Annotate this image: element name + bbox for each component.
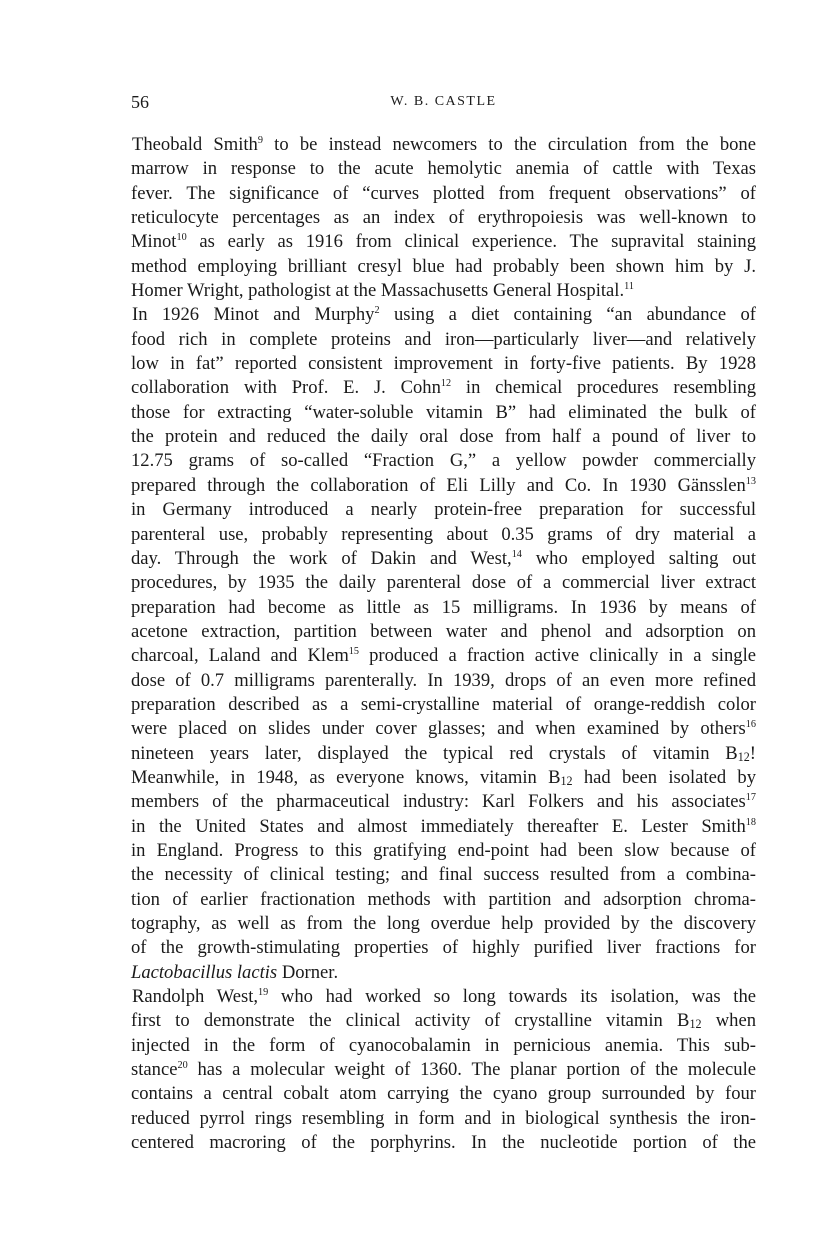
- text-line: [131, 182, 756, 206]
- text-run: using a diet containing “an abundance of: [379, 304, 756, 326]
- text-line: [131, 376, 756, 400]
- text-line: [131, 790, 756, 814]
- footnote-ref: 2: [374, 305, 380, 317]
- text-line: [131, 425, 756, 449]
- text-line: [131, 669, 756, 693]
- text-line: [131, 206, 756, 230]
- text-run: tion of earlier fractionation methods with partition and adsorption chroma-: [131, 888, 756, 910]
- subscript: 12: [560, 773, 573, 788]
- text-run: preparation described as a semi-crystalline material of orange-reddish color: [131, 693, 756, 715]
- running-head: W. B. CASTLE: [390, 94, 497, 109]
- text-line: [131, 912, 756, 936]
- page-number: 56: [131, 92, 149, 112]
- text-line: [131, 717, 756, 741]
- text-line: [131, 498, 756, 522]
- text-run: reticulocyte percentages as an index of erythropoiesis was well-known to: [131, 207, 756, 229]
- text-line: [131, 839, 756, 863]
- text-run: parenteral use, probably representing about 0.35 grams of dry material a: [131, 523, 756, 545]
- text-line: [131, 1009, 756, 1033]
- text-run: those for extracting “water-soluble vitamin B” had eliminated the bulk of: [131, 401, 756, 423]
- text-run: who had worked so long towards its isolation, was the: [268, 986, 756, 1008]
- text-line: [131, 1058, 756, 1082]
- text-line: [131, 255, 756, 279]
- text-line: [131, 693, 756, 717]
- text-line: [131, 742, 756, 766]
- text-run: centered macroring of the porphyrins. In the nucleotide portion of the: [131, 1132, 756, 1154]
- text-run: In 1926 Minot and Murphy: [132, 304, 375, 326]
- text-run: stance: [131, 1059, 178, 1081]
- text-run: method employing brilliant cresyl blue had probably been shown him by J.: [131, 255, 756, 277]
- text-line: [131, 766, 756, 790]
- text-run: first to demonstrate the clinical activity of crystalline vitamin B: [131, 1010, 690, 1032]
- footnote-ref: 15: [348, 646, 359, 658]
- footnote-ref: 13: [745, 475, 756, 487]
- text-run: day. Through the work of Dakin and West,: [131, 547, 512, 569]
- footnote-ref: 9: [257, 134, 263, 146]
- text-run: tography, as well as from the long overdue help provided by the discovery: [131, 913, 756, 934]
- text-run: marrow in response to the acute hemolytic anemia of cattle with Texas: [131, 158, 756, 180]
- footnote-ref: 16: [745, 719, 756, 731]
- text-run: charcoal, Laland and Klem: [131, 645, 349, 667]
- footnote-ref: 18: [745, 816, 756, 828]
- text-run: in England. Progress to this gratifying end-point had been slow because of: [131, 839, 756, 861]
- text-run: low in fat” reported consistent improvement in forty-five patients. By 1928: [131, 353, 756, 375]
- text-line: [131, 303, 756, 327]
- text-run: to be instead newcomers to the circulation from the bone: [262, 134, 756, 155]
- text-run: acetone extraction, partition between water and phenol and adsorption on: [131, 620, 756, 642]
- text-line: [131, 961, 756, 985]
- text-line: [131, 401, 756, 425]
- text-run: Randolph West,: [132, 986, 259, 1008]
- text-line: [131, 863, 756, 887]
- text-line: [131, 279, 756, 303]
- text-line: [131, 936, 756, 960]
- text-line: [131, 571, 756, 595]
- text-run: food rich in complete proteins and iron—particularly liver—and relatively: [131, 328, 756, 350]
- body-text: [131, 133, 756, 1155]
- text-run: the protein and reduced the daily oral dose from half a pound of liver to: [131, 426, 756, 448]
- footnote-ref: 14: [511, 548, 522, 560]
- page-header: [131, 92, 756, 114]
- text-line: [131, 1034, 756, 1058]
- text-run: Homer Wright, pathologist at the Massachusetts General Hospital.: [131, 280, 625, 302]
- text-run: the necessity of clinical testing; and final success resulted from a combina-: [131, 864, 756, 886]
- paragraph: [131, 303, 756, 985]
- footnote-ref: 11: [624, 280, 634, 292]
- text-run: prepared through the collaboration of Eli Lilly and Co. In 1930 Gänsslen: [131, 474, 746, 496]
- footnote-ref: 19: [258, 986, 269, 998]
- text-run: were placed on slides under cover glasses; and when examined by others: [131, 718, 746, 740]
- text-line: [131, 474, 756, 498]
- text-run: preparation had become as little as 15 milligrams. In 1936 by means of: [131, 596, 756, 618]
- paragraph: [131, 985, 756, 1155]
- text-run: collaboration with Prof. E. J. Cohn: [131, 377, 441, 399]
- footnote-ref: 12: [440, 378, 452, 390]
- text-line: [131, 644, 756, 668]
- text-line: [131, 596, 756, 620]
- text-line: [131, 547, 756, 571]
- text-line: [131, 985, 756, 1009]
- text-line: [131, 157, 756, 181]
- footnote-ref: 17: [745, 792, 756, 804]
- footnote-ref: 20: [177, 1059, 188, 1071]
- text-run: contains a central cobalt atom carrying the cyano group surrounded by four: [131, 1083, 756, 1105]
- subscript: 12: [737, 749, 750, 764]
- text-run: who employed salting out: [521, 547, 756, 569]
- text-run: in the United States and almost immediately thereafter E. Lester Smith: [131, 815, 746, 837]
- text-run: as early as 1916 from clinical experience. The supravital staining: [186, 231, 756, 253]
- text-line: [131, 1082, 756, 1106]
- text-line: [131, 328, 756, 352]
- paragraph: [131, 133, 756, 303]
- footnote-ref: 10: [176, 232, 187, 244]
- text-line: [131, 620, 756, 644]
- text-line: [131, 888, 756, 912]
- text-run: members of the pharmaceutical industry: Karl Folkers and his associates: [131, 791, 746, 813]
- text-line: [131, 523, 756, 547]
- text-run: nineteen years later, displayed the typical red crystals of vitamin B: [131, 742, 738, 764]
- text-run: in Germany introduced a nearly protein-free preparation for successful: [131, 499, 756, 521]
- text-run: in chemical procedures resembling: [451, 377, 756, 399]
- text-run: 12.75 grams of so-called “Fraction G,” a yellow powder commercially: [131, 450, 756, 472]
- text-line: [131, 230, 756, 254]
- subscript: 12: [689, 1017, 702, 1032]
- text-line: [131, 449, 756, 473]
- text-run: Minot: [131, 231, 177, 253]
- text-run: dose of 0.7 milligrams parenterally. In 1939, drops of an even more refined: [131, 669, 756, 691]
- text-run: reduced pyrrol rings resembling in form and in biological synthesis the iron-: [131, 1107, 756, 1129]
- text-run: !: [749, 742, 756, 764]
- text-run: Meanwhile, in 1948, as everyone knows, vitamin B: [131, 766, 561, 788]
- text-run: produced a fraction active clinically in a single: [359, 645, 756, 667]
- text-line: [131, 1107, 756, 1131]
- text-run: had been isolated by: [572, 766, 757, 788]
- text-run: Lactobacillus lactis: [131, 961, 278, 983]
- text-line: [131, 352, 756, 376]
- text-line: [131, 133, 756, 157]
- text-run: Dorner.: [277, 961, 339, 983]
- text-run: Theobald Smith: [132, 134, 258, 155]
- text-run: has a molecular weight of 1360. The planar portion of the molecule: [187, 1059, 756, 1081]
- text-run: fever. The significance of “curves plotted from frequent observations” of: [131, 182, 756, 204]
- text-run: of the growth-stimulating properties of highly purified liver fractions for: [131, 937, 756, 959]
- text-run: procedures, by 1935 the daily parenteral dose of a commercial liver extract: [131, 572, 756, 594]
- text-line: [131, 815, 756, 839]
- text-line: [131, 1131, 756, 1155]
- text-run: injected in the form of cyanocobalamin in pernicious anemia. This sub-: [131, 1034, 756, 1056]
- text-run: when: [701, 1010, 756, 1032]
